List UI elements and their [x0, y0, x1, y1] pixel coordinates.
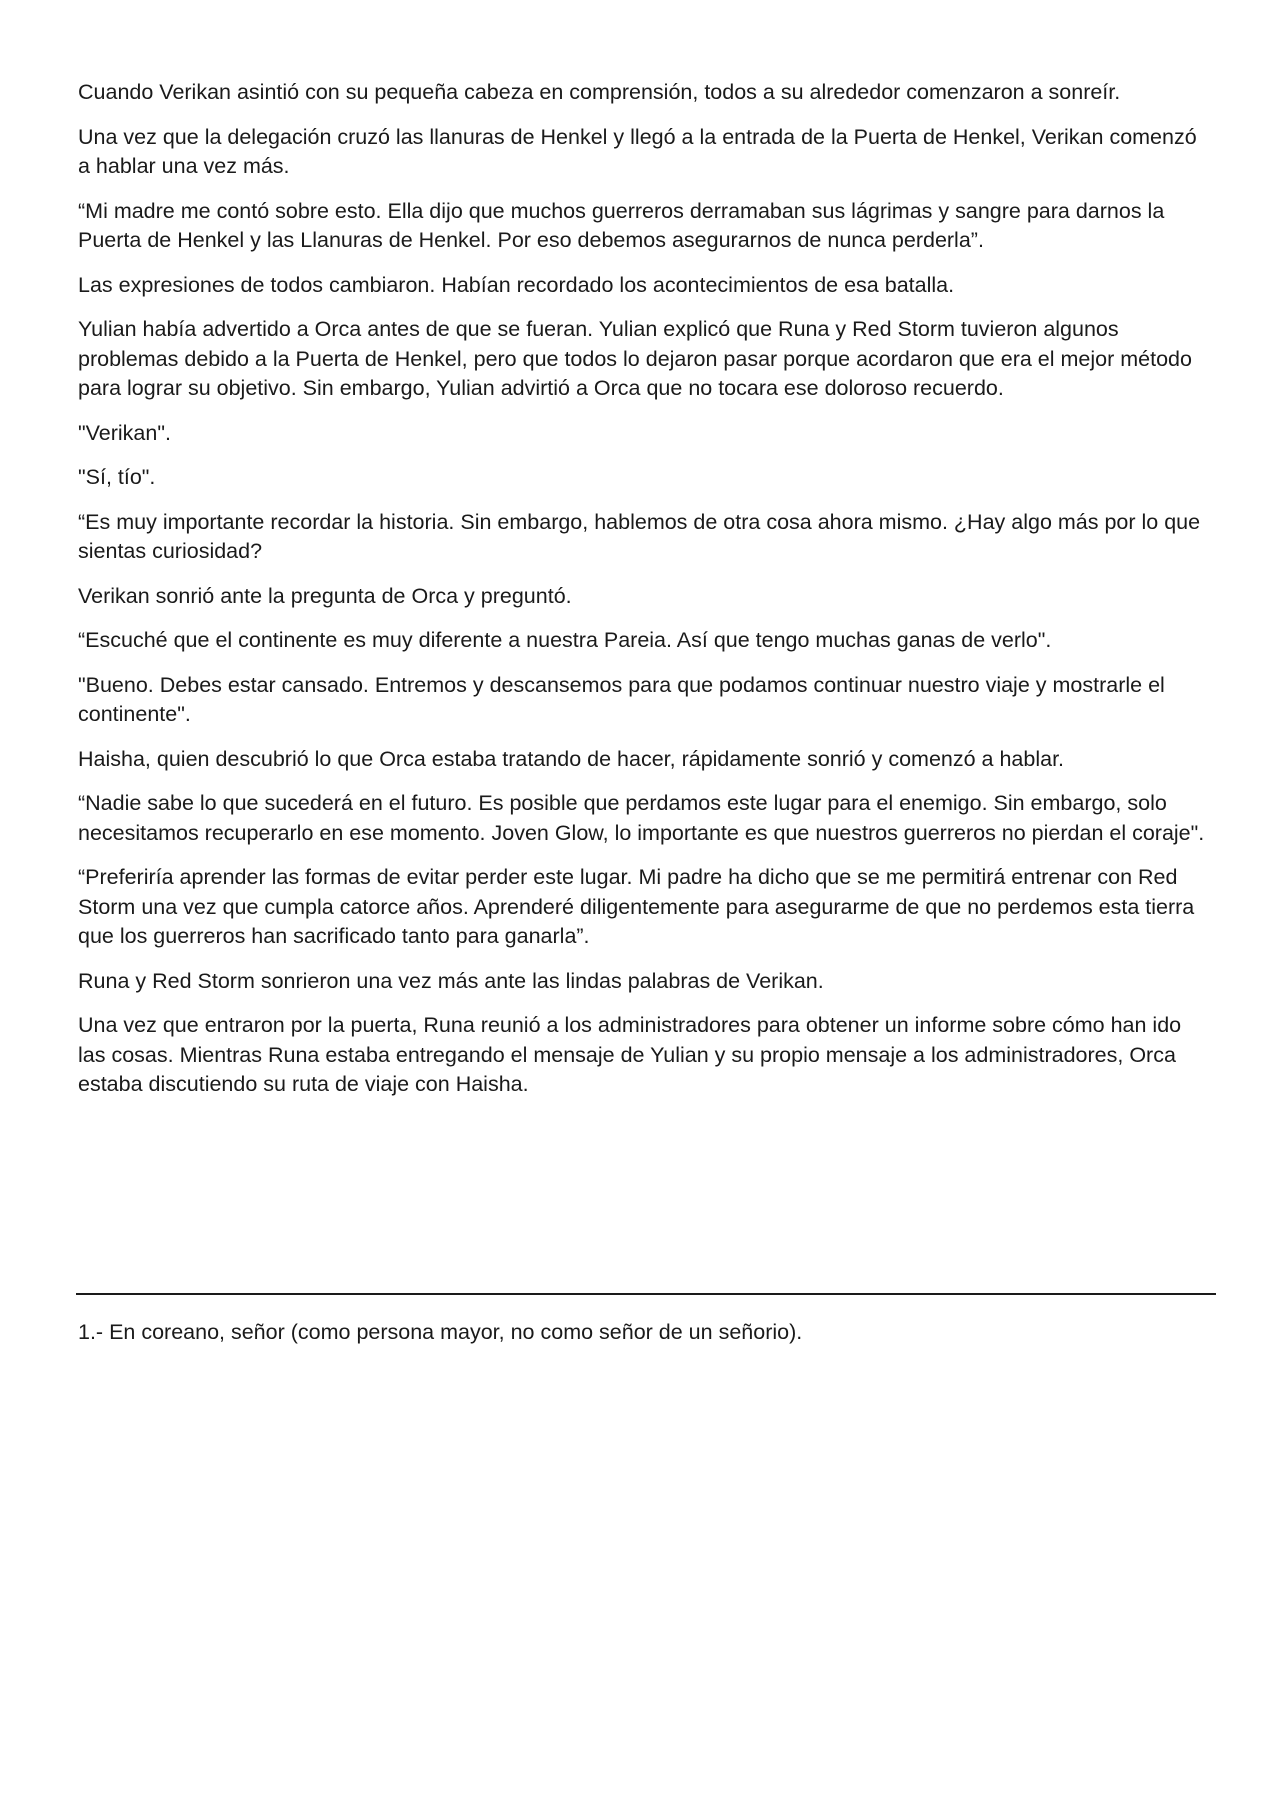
paragraph: Runa y Red Storm sonrieron una vez más ante las lindas palabras de Verikan. [78, 968, 824, 993]
paragraph: "Verikan". [78, 420, 171, 445]
paragraph: Cuando Verikan asintió con su pequeña cabeza en comprensión, todos a su alrededor comenzaron a sonreír. [78, 80, 1121, 104]
footnote-separator [76, 1293, 1216, 1295]
paragraph: “Es muy importante recordar la historia. Sin embargo, hablemos de otra cosa ahora mismo. ¿Hay algo más por lo que sientas curiosidad? [78, 509, 1201, 563]
footnote: 1.- En coreano, señor (como persona mayor, no como señor de un señorio). [78, 1320, 803, 1344]
paragraph: “Escuché que el continente es muy diferente a nuestra Pareia. Así que tengo muchas ganas de verlo". [78, 628, 1052, 652]
paragraph: Las expresiones de todos cambiaron. Habían recordado los acontecimientos de esa batalla. [78, 272, 955, 297]
paragraph: Haisha, quien descubrió lo que Orca estaba tratando de hacer, rápidamente sonrió y comenzó a hablar. [78, 746, 1065, 771]
paragraph: “Preferiría aprender las formas de evitar perder este lugar. Mi padre ha dicho que se me permitirá entrenar con Red Storm una vez que cumpla catorce años. Aprenderé diligentemente para asegurarme de que no perdemos esta tierra que los guerreros han sacrificado tanto para ganarla”. [78, 865, 1195, 948]
paragraph: Yulian había advertido a Orca antes de que se fueran. Yulian explicó que Runa y Red Storm tuvieron algunos problemas debido a la Puerta de Henkel, pero que todos lo dejaron pasar porque acordaron que era el mejor método para lograr su objetivo. Sin embargo, Yulian advirtió a Orca que no tocara ese doloroso recuerdo. [78, 317, 1192, 400]
paragraph: Verikan sonrió ante la pregunta de Orca y preguntó. [78, 583, 572, 608]
paragraph: “Nadie sabe lo que sucederá en el futuro. Es posible que perdamos este lugar para el enemigo. Sin embargo, solo necesitamos recuperarlo en ese momento. Joven Glow, lo importante es que nuestros guerreros no pierdan el coraje". [78, 791, 1205, 845]
paragraph: “Mi madre me contó sobre esto. Ella dijo que muchos guerreros derramaban sus lágrimas y sangre para darnos la Puerta de Henkel y las Llanuras de Henkel. Por eso debemos asegurarnos de nunca perderla”. [78, 198, 1165, 252]
paragraph: Una vez que la delegación cruzó las llanuras de Henkel y llegó a la entrada de la Puerta de Henkel, Verikan comenzó a hablar una vez más. [78, 124, 1197, 178]
paragraph: "Bueno. Debes estar cansado. Entremos y descansemos para que podamos continuar nuestro viaje y mostrarle el continente". [78, 672, 1165, 726]
body-text [78, 78, 1214, 1115]
paragraph: "Sí, tío". [78, 465, 156, 489]
paragraph: Una vez que entraron por la puerta, Runa reunió a los administradores para obtener un informe sobre cómo han ido las cosas. Mientras Runa estaba entregando el mensaje de Yulian y su propio mensaje a los administradores, Orca estaba discutiendo su ruta de viaje con Haisha. [78, 1013, 1182, 1096]
